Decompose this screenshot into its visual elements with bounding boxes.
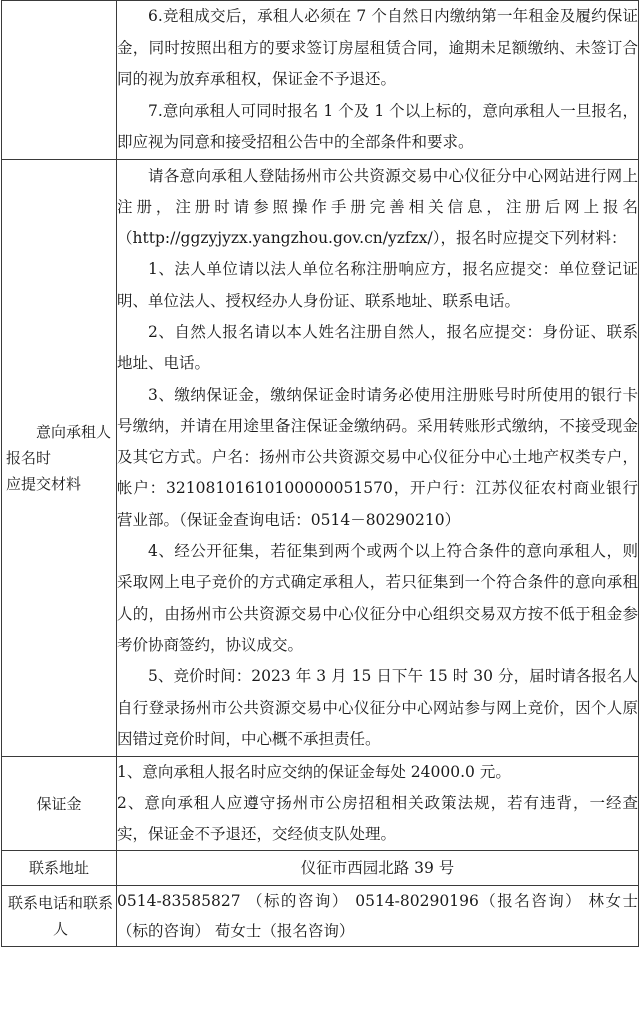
application-label-line3: 应提交材料: [6, 474, 82, 493]
table-row-deposit: [2, 757, 639, 851]
application-item-5: 5、竞价时间：2023 年 3 月 15 日下午 15 时 30 分，届时请各报名人自行登录扬州市公共资源交易中心仪征分中心网站参与网上竞价，因个人原因错过竞价时间，中心概不承担责任。: [117, 667, 638, 748]
terms-cell: [117, 1, 639, 160]
application-item-4: 4、经公开征集，若征集到两个或两个以上符合条件的意向承租人，则采取网上电子竞价的方式确定承租人，若只征集到一个符合条件的意向承租人的，由扬州市公共资源交易中心仪征分中心组织交易双方按不低于租金参考价协商签约，协议成交。: [117, 542, 638, 654]
term-item-6: 6.竞租成交后，承租人必须在 7 个自然日内缴纳第一年租金及履约保证金，同时按照出租方的要求签订房屋租赁合同，逾期未足额缴纳、未签订合同的视为放弃承租权，保证金不予退还。: [117, 7, 638, 88]
application-label: [2, 159, 117, 757]
deposit-label: 保证金: [2, 757, 117, 851]
deposit-content: [117, 757, 639, 851]
application-item-2: 2、自然人报名请以本人姓名注册自然人，报名应提交：身份证、联系地址、电话。: [117, 322, 638, 373]
address-label: 联系地址: [2, 851, 117, 886]
deposit-item-1: 1、意向承租人报名时应交纳的保证金每处 24000.0 元。: [117, 763, 511, 782]
application-intro: 请各意向承租人登陆扬州市公共资源交易中心仪征分中心网站进行网上注册，注册时请参照操作手册完善相关信息，注册后网上报名（http://ggzyjyzx.yangzhou.gov.cn/yzfzx/），报名时应提交下列材料：: [117, 166, 638, 248]
announcement-table: [1, 0, 639, 947]
application-label-line2: 报名时: [6, 448, 52, 467]
table-row-terms: [2, 1, 639, 160]
application-content: [117, 159, 639, 757]
table-row-application: [2, 159, 639, 757]
contact-label: 联系电话和联系人: [2, 886, 117, 947]
table-row-address: [2, 851, 639, 886]
deposit-item-2: 2、意向承租人应遵守扬州市公房招租相关政策法规，若有违背，一经查实，保证金不予退还，交经侦支队处理。: [117, 794, 638, 844]
term-item-7: 7.意向承租人可同时报名 1 个及 1 个以上标的，意向承租人一旦报名，即应视为同意和接受招租公告中的全部条件和要求。: [117, 101, 638, 151]
application-item-1: 1、法人单位请以法人单位名称注册响应方，报名应提交：单位登记证明、单位法人、授权经办人身份证、联系地址、联系电话。: [117, 260, 638, 310]
application-item-3: 3、缴纳保证金，缴纳保证金时请务必使用注册账号时所使用的银行卡号缴纳，并请在用途里备注保证金缴纳码。采用转账形式缴纳，不接受现金及其它方式。户名：扬州市公共资源交易中心仪征分中心土地产权类专户，帐户：32108101610100000051570，开户行：江苏仪征农村商业银行营业部。（保证金查询电话：0514－80290210）: [117, 385, 638, 529]
application-label-line1: 意向承租人: [36, 422, 112, 441]
empty-label-cell: [2, 1, 117, 160]
table-row-contact: [2, 886, 639, 947]
address-value: 仪征市西园北路 39 号: [117, 851, 639, 886]
contact-value: 0514-83585827 （标的咨询） 0514-80290196（报名咨询） 林女士（标的咨询） 荀女士（报名咨询）: [117, 886, 639, 947]
